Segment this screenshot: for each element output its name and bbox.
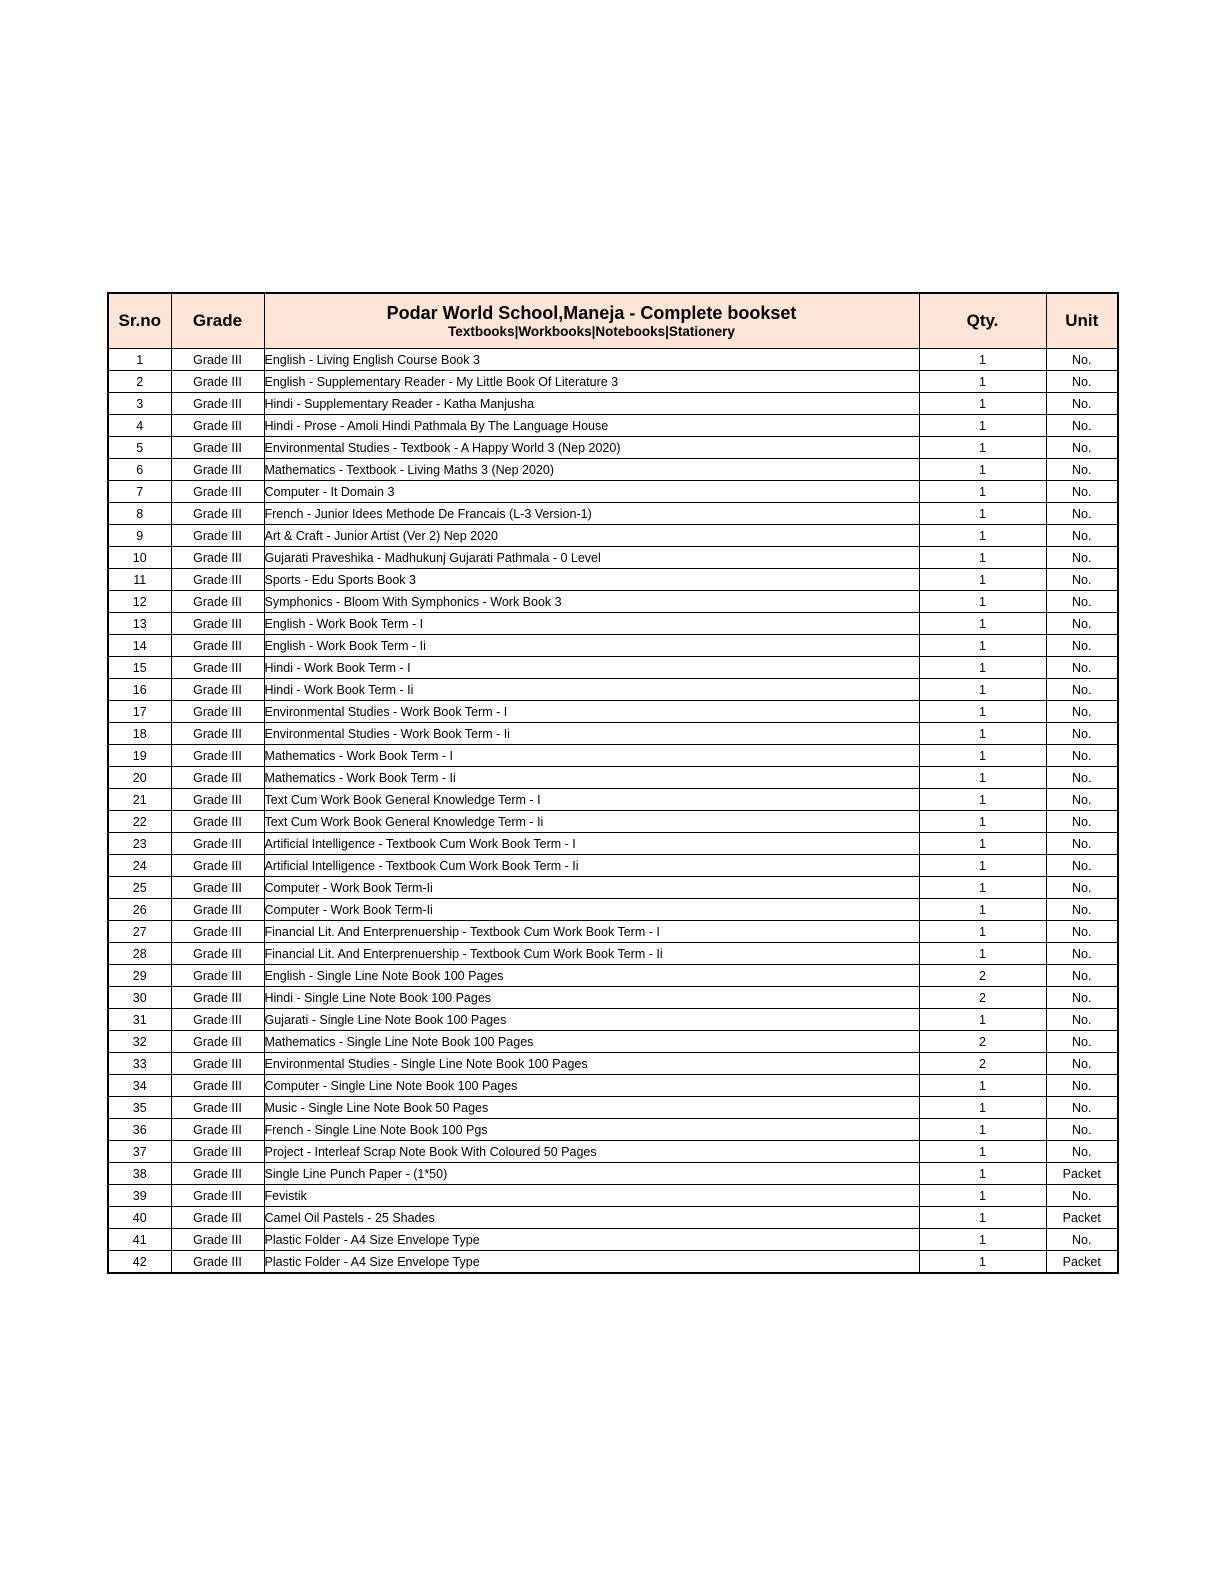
unit-cell: No.	[1046, 1031, 1118, 1053]
unit-cell: No.	[1046, 767, 1118, 789]
unit-cell: No.	[1046, 833, 1118, 855]
qty-cell: 1	[919, 371, 1046, 393]
item-cell: Computer - Work Book Term-Ii	[264, 877, 919, 899]
sr-cell: 27	[108, 921, 171, 943]
qty-cell: 1	[919, 943, 1046, 965]
table-row	[108, 481, 1118, 503]
unit-cell: No.	[1046, 1185, 1118, 1207]
table-row	[108, 1185, 1118, 1207]
item-cell: Gujarati Praveshika - Madhukunj Gujarati Pathmala - 0 Level	[264, 547, 919, 569]
sr-cell: 24	[108, 855, 171, 877]
unit-cell: No.	[1046, 855, 1118, 877]
item-cell: English - Living English Course Book 3	[264, 349, 919, 371]
grade-cell: Grade III	[171, 1251, 264, 1274]
table-row	[108, 1119, 1118, 1141]
item-cell: Computer - Work Book Term-Ii	[264, 899, 919, 921]
item-cell: Hindi - Prose - Amoli Hindi Pathmala By The Language House	[264, 415, 919, 437]
sr-cell: 16	[108, 679, 171, 701]
qty-cell: 1	[919, 657, 1046, 679]
qty-cell: 2	[919, 987, 1046, 1009]
unit-cell: No.	[1046, 393, 1118, 415]
qty-cell: 1	[919, 789, 1046, 811]
sr-cell: 30	[108, 987, 171, 1009]
sr-cell: 31	[108, 1009, 171, 1031]
unit-cell: No.	[1046, 745, 1118, 767]
sr-cell: 35	[108, 1097, 171, 1119]
qty-cell: 1	[919, 393, 1046, 415]
grade-cell: Grade III	[171, 1119, 264, 1141]
qty-cell: 1	[919, 921, 1046, 943]
header-grade: Grade	[171, 293, 264, 349]
item-cell: Plastic Folder - A4 Size Envelope Type	[264, 1251, 919, 1274]
header-unit: Unit	[1046, 293, 1118, 349]
grade-cell: Grade III	[171, 525, 264, 547]
item-cell: Artificial Intelligence - Textbook Cum Work Book Term - Ii	[264, 855, 919, 877]
item-cell: Hindi - Supplementary Reader - Katha Manjusha	[264, 393, 919, 415]
unit-cell: No.	[1046, 965, 1118, 987]
item-cell: Mathematics - Work Book Term - I	[264, 745, 919, 767]
sr-cell: 23	[108, 833, 171, 855]
sr-cell: 10	[108, 547, 171, 569]
unit-cell: No.	[1046, 1053, 1118, 1075]
unit-cell: No.	[1046, 569, 1118, 591]
sr-cell: 6	[108, 459, 171, 481]
sr-cell: 34	[108, 1075, 171, 1097]
sr-cell: 5	[108, 437, 171, 459]
item-cell: Art & Craft - Junior Artist (Ver 2) Nep 2020	[264, 525, 919, 547]
grade-cell: Grade III	[171, 767, 264, 789]
item-cell: English - Single Line Note Book 100 Pages	[264, 965, 919, 987]
item-cell: Mathematics - Work Book Term - Ii	[264, 767, 919, 789]
grade-cell: Grade III	[171, 1163, 264, 1185]
item-cell: Computer - It Domain 3	[264, 481, 919, 503]
sr-cell: 41	[108, 1229, 171, 1251]
qty-cell: 1	[919, 1075, 1046, 1097]
grade-cell: Grade III	[171, 833, 264, 855]
qty-cell: 1	[919, 569, 1046, 591]
grade-cell: Grade III	[171, 503, 264, 525]
grade-cell: Grade III	[171, 877, 264, 899]
qty-cell: 1	[919, 899, 1046, 921]
grade-cell: Grade III	[171, 723, 264, 745]
table-row	[108, 657, 1118, 679]
grade-cell: Grade III	[171, 613, 264, 635]
unit-cell: No.	[1046, 877, 1118, 899]
item-cell: Single Line Punch Paper - (1*50)	[264, 1163, 919, 1185]
table-row	[108, 811, 1118, 833]
sr-cell: 38	[108, 1163, 171, 1185]
grade-cell: Grade III	[171, 1075, 264, 1097]
qty-cell: 2	[919, 1053, 1046, 1075]
qty-cell: 1	[919, 613, 1046, 635]
table-row	[108, 1207, 1118, 1229]
unit-cell: No.	[1046, 657, 1118, 679]
table-row	[108, 1009, 1118, 1031]
grade-cell: Grade III	[171, 393, 264, 415]
grade-cell: Grade III	[171, 1097, 264, 1119]
document-subtitle: Textbooks|Workbooks|Notebooks|Stationery	[448, 324, 735, 340]
sr-cell: 40	[108, 1207, 171, 1229]
grade-cell: Grade III	[171, 547, 264, 569]
sr-cell: 15	[108, 657, 171, 679]
sr-cell: 11	[108, 569, 171, 591]
item-cell: Computer - Single Line Note Book 100 Pages	[264, 1075, 919, 1097]
qty-cell: 1	[919, 1097, 1046, 1119]
item-cell: French - Junior Idees Methode De Francais (L-3 Version-1)	[264, 503, 919, 525]
unit-cell: No.	[1046, 1229, 1118, 1251]
sr-cell: 28	[108, 943, 171, 965]
table-row	[108, 569, 1118, 591]
sr-cell: 37	[108, 1141, 171, 1163]
qty-cell: 1	[919, 635, 1046, 657]
table-row	[108, 833, 1118, 855]
unit-cell: No.	[1046, 987, 1118, 1009]
qty-cell: 1	[919, 1229, 1046, 1251]
sr-cell: 2	[108, 371, 171, 393]
qty-cell: 1	[919, 591, 1046, 613]
table-row	[108, 349, 1118, 371]
sr-cell: 19	[108, 745, 171, 767]
table-row	[108, 371, 1118, 393]
grade-cell: Grade III	[171, 987, 264, 1009]
header-row	[108, 293, 1118, 349]
item-cell: Environmental Studies - Textbook - A Happy World 3 (Nep 2020)	[264, 437, 919, 459]
grade-cell: Grade III	[171, 1207, 264, 1229]
grade-cell: Grade III	[171, 1229, 264, 1251]
item-cell: Environmental Studies - Work Book Term - Ii	[264, 723, 919, 745]
item-cell: Music - Single Line Note Book 50 Pages	[264, 1097, 919, 1119]
item-cell: English - Supplementary Reader - My Little Book Of Literature 3	[264, 371, 919, 393]
qty-cell: 1	[919, 1141, 1046, 1163]
unit-cell: Packet	[1046, 1163, 1118, 1185]
table-row	[108, 1075, 1118, 1097]
qty-cell: 1	[919, 855, 1046, 877]
table-row	[108, 943, 1118, 965]
qty-cell: 1	[919, 767, 1046, 789]
grade-cell: Grade III	[171, 657, 264, 679]
unit-cell: No.	[1046, 635, 1118, 657]
qty-cell: 1	[919, 1185, 1046, 1207]
grade-cell: Grade III	[171, 635, 264, 657]
grade-cell: Grade III	[171, 415, 264, 437]
sr-cell: 36	[108, 1119, 171, 1141]
unit-cell: No.	[1046, 591, 1118, 613]
unit-cell: No.	[1046, 1119, 1118, 1141]
sr-cell: 26	[108, 899, 171, 921]
header-srno: Sr.no	[108, 293, 171, 349]
table-row	[108, 547, 1118, 569]
grade-cell: Grade III	[171, 481, 264, 503]
unit-cell: No.	[1046, 1009, 1118, 1031]
table-row	[108, 767, 1118, 789]
qty-cell: 1	[919, 415, 1046, 437]
qty-cell: 1	[919, 503, 1046, 525]
header-qty: Qty.	[919, 293, 1046, 349]
grade-cell: Grade III	[171, 811, 264, 833]
grade-cell: Grade III	[171, 921, 264, 943]
sr-cell: 4	[108, 415, 171, 437]
qty-cell: 1	[919, 877, 1046, 899]
table-row	[108, 459, 1118, 481]
grade-cell: Grade III	[171, 569, 264, 591]
qty-cell: 1	[919, 1009, 1046, 1031]
table-row	[108, 723, 1118, 745]
grade-cell: Grade III	[171, 1009, 264, 1031]
sr-cell: 14	[108, 635, 171, 657]
table-row	[108, 1031, 1118, 1053]
qty-cell: 1	[919, 679, 1046, 701]
qty-cell: 1	[919, 1163, 1046, 1185]
qty-cell: 2	[919, 965, 1046, 987]
sr-cell: 22	[108, 811, 171, 833]
qty-cell: 1	[919, 525, 1046, 547]
qty-cell: 1	[919, 1251, 1046, 1274]
unit-cell: No.	[1046, 723, 1118, 745]
sr-cell: 39	[108, 1185, 171, 1207]
unit-cell: No.	[1046, 811, 1118, 833]
grade-cell: Grade III	[171, 1185, 264, 1207]
grade-cell: Grade III	[171, 1141, 264, 1163]
table-row	[108, 1229, 1118, 1251]
unit-cell: Packet	[1046, 1251, 1118, 1274]
item-cell: Hindi - Single Line Note Book 100 Pages	[264, 987, 919, 1009]
grade-cell: Grade III	[171, 789, 264, 811]
sr-cell: 7	[108, 481, 171, 503]
sr-cell: 42	[108, 1251, 171, 1274]
header-title-cell	[264, 293, 919, 349]
unit-cell: No.	[1046, 1097, 1118, 1119]
table-row	[108, 503, 1118, 525]
table-row	[108, 855, 1118, 877]
item-cell: Mathematics - Single Line Note Book 100 Pages	[264, 1031, 919, 1053]
item-cell: Symphonics - Bloom With Symphonics - Work Book 3	[264, 591, 919, 613]
table-body	[108, 349, 1118, 1274]
item-cell: English - Work Book Term - I	[264, 613, 919, 635]
item-cell: Gujarati - Single Line Note Book 100 Pages	[264, 1009, 919, 1031]
unit-cell: No.	[1046, 1141, 1118, 1163]
qty-cell: 1	[919, 723, 1046, 745]
qty-cell: 1	[919, 349, 1046, 371]
unit-cell: No.	[1046, 437, 1118, 459]
grade-cell: Grade III	[171, 459, 264, 481]
unit-cell: No.	[1046, 899, 1118, 921]
item-cell: Sports - Edu Sports Book 3	[264, 569, 919, 591]
sr-cell: 29	[108, 965, 171, 987]
table-row	[108, 877, 1118, 899]
qty-cell: 1	[919, 811, 1046, 833]
grade-cell: Grade III	[171, 437, 264, 459]
qty-cell: 1	[919, 1119, 1046, 1141]
table-row	[108, 965, 1118, 987]
qty-cell: 1	[919, 833, 1046, 855]
unit-cell: No.	[1046, 701, 1118, 723]
item-cell: Fevistik	[264, 1185, 919, 1207]
sr-cell: 9	[108, 525, 171, 547]
item-cell: Camel Oil Pastels - 25 Shades	[264, 1207, 919, 1229]
item-cell: Mathematics - Textbook - Living Maths 3 (Nep 2020)	[264, 459, 919, 481]
table-row	[108, 789, 1118, 811]
unit-cell: No.	[1046, 349, 1118, 371]
sr-cell: 1	[108, 349, 171, 371]
grade-cell: Grade III	[171, 1031, 264, 1053]
table-row	[108, 437, 1118, 459]
sr-cell: 32	[108, 1031, 171, 1053]
table-header	[108, 293, 1118, 349]
sr-cell: 33	[108, 1053, 171, 1075]
sr-cell: 21	[108, 789, 171, 811]
table-row	[108, 899, 1118, 921]
qty-cell: 1	[919, 701, 1046, 723]
unit-cell: No.	[1046, 415, 1118, 437]
qty-cell: 1	[919, 745, 1046, 767]
table-row	[108, 1163, 1118, 1185]
sr-cell: 12	[108, 591, 171, 613]
sr-cell: 18	[108, 723, 171, 745]
table-row	[108, 679, 1118, 701]
item-cell: Text Cum Work Book General Knowledge Term - Ii	[264, 811, 919, 833]
sr-cell: 25	[108, 877, 171, 899]
item-cell: Hindi - Work Book Term - Ii	[264, 679, 919, 701]
table-row	[108, 393, 1118, 415]
grade-cell: Grade III	[171, 965, 264, 987]
item-cell: Project - Interleaf Scrap Note Book With Coloured 50 Pages	[264, 1141, 919, 1163]
table-row	[108, 525, 1118, 547]
qty-cell: 1	[919, 481, 1046, 503]
qty-cell: 2	[919, 1031, 1046, 1053]
qty-cell: 1	[919, 459, 1046, 481]
table-row	[108, 701, 1118, 723]
unit-cell: No.	[1046, 943, 1118, 965]
item-cell: Financial Lit. And Enterprenuership - Textbook Cum Work Book Term - Ii	[264, 943, 919, 965]
table-row	[108, 1251, 1118, 1274]
qty-cell: 1	[919, 437, 1046, 459]
grade-cell: Grade III	[171, 1053, 264, 1075]
grade-cell: Grade III	[171, 591, 264, 613]
table-row	[108, 591, 1118, 613]
qty-cell: 1	[919, 547, 1046, 569]
sr-cell: 8	[108, 503, 171, 525]
table-row	[108, 1141, 1118, 1163]
item-cell: Environmental Studies - Work Book Term - I	[264, 701, 919, 723]
unit-cell: No.	[1046, 459, 1118, 481]
table-row	[108, 1097, 1118, 1119]
sr-cell: 3	[108, 393, 171, 415]
table-row	[108, 921, 1118, 943]
sr-cell: 13	[108, 613, 171, 635]
item-cell: English - Work Book Term - Ii	[264, 635, 919, 657]
item-cell: Environmental Studies - Single Line Note Book 100 Pages	[264, 1053, 919, 1075]
grade-cell: Grade III	[171, 701, 264, 723]
unit-cell: No.	[1046, 371, 1118, 393]
unit-cell: No.	[1046, 613, 1118, 635]
document-title: Podar World School,Maneja - Complete bookset	[386, 302, 797, 323]
unit-cell: No.	[1046, 481, 1118, 503]
item-cell: French - Single Line Note Book 100 Pgs	[264, 1119, 919, 1141]
unit-cell: No.	[1046, 525, 1118, 547]
unit-cell: No.	[1046, 547, 1118, 569]
grade-cell: Grade III	[171, 745, 264, 767]
table-row	[108, 1053, 1118, 1075]
unit-cell: No.	[1046, 503, 1118, 525]
grade-cell: Grade III	[171, 899, 264, 921]
item-cell: Financial Lit. And Enterprenuership - Textbook Cum Work Book Term - I	[264, 921, 919, 943]
qty-cell: 1	[919, 1207, 1046, 1229]
grade-cell: Grade III	[171, 855, 264, 877]
unit-cell: No.	[1046, 1075, 1118, 1097]
grade-cell: Grade III	[171, 943, 264, 965]
item-cell: Artificial Intelligence - Textbook Cum Work Book Term - I	[264, 833, 919, 855]
table-row	[108, 635, 1118, 657]
table-row	[108, 613, 1118, 635]
unit-cell: No.	[1046, 679, 1118, 701]
unit-cell: Packet	[1046, 1207, 1118, 1229]
item-cell: Plastic Folder - A4 Size Envelope Type	[264, 1229, 919, 1251]
table-row	[108, 987, 1118, 1009]
table-row	[108, 415, 1118, 437]
table-row	[108, 745, 1118, 767]
grade-cell: Grade III	[171, 371, 264, 393]
grade-cell: Grade III	[171, 679, 264, 701]
grade-cell: Grade III	[171, 349, 264, 371]
sr-cell: 20	[108, 767, 171, 789]
item-cell: Text Cum Work Book General Knowledge Term - I	[264, 789, 919, 811]
bookset-table	[107, 292, 1119, 1274]
bookset-table-container	[107, 292, 1119, 1274]
unit-cell: No.	[1046, 789, 1118, 811]
item-cell: Hindi - Work Book Term - I	[264, 657, 919, 679]
unit-cell: No.	[1046, 921, 1118, 943]
sr-cell: 17	[108, 701, 171, 723]
